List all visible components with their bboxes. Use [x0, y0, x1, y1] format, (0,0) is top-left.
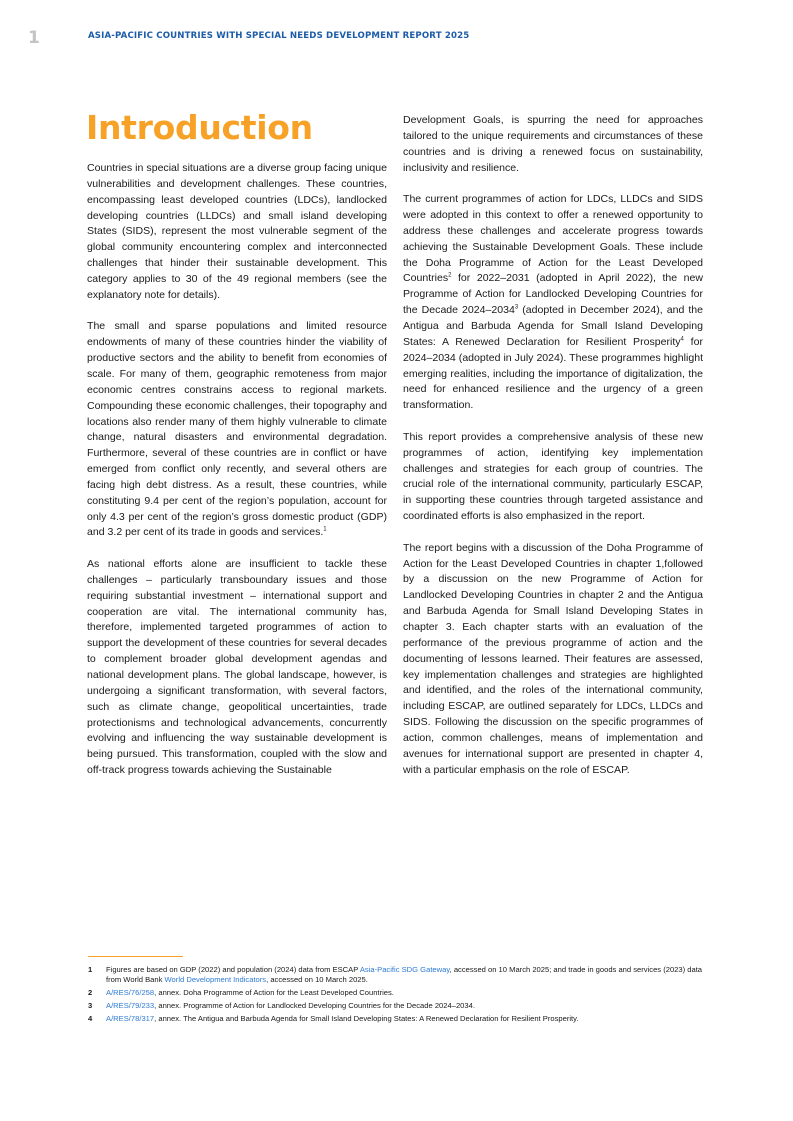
footnote-ref[interactable]: 4 — [680, 336, 684, 343]
link-resolution[interactable]: A/RES/78/317 — [106, 1013, 155, 1023]
footnotes — [88, 965, 708, 1026]
footnote-number: 2 — [88, 988, 93, 997]
footnote-divider — [88, 956, 183, 957]
link-resolution[interactable]: A/RES/76/258 — [106, 988, 155, 997]
footnote-2: 2 A/RES/76/258, annex. Doha Programme of Action for the Least Developed Countries. — [88, 988, 394, 997]
paragraph: Countries in special situations are a diverse group facing unique vulnerabilities and development challenges. These countries, encompassing least developed countries (LDCs), landlocked developing countries (LLDCs) and small island developing States (SIDS), represent the most vulnerable segment of the global community encountering complex and interconnected challenges that hinder their sustainable development. This category applies to 30 of the 49 regional members (see the explanatory note for details). — [87, 162, 387, 301]
paragraph: The small and sparse populations and limited resource endowments of many of these countries hinder the viability of productive sectors and the ability to benefit from economies of scale. For many of them, geographic remoteness from major economic centres constrains access to regional markets. Compounding these economic challenges, their topography and locations also render many of them highly vulnerable to climate change, natural disasters and environmental degradation. Furthermore, several of these countries are in conflict or have emerged from conflict only recently, and several others are facing high debt distress. As a result, these countries, while constituting 9.4 per cent of the region’s population, account for only 4.3 per cent of the region’s gross domestic product (GDP) and 3.2 per cent of its trade in goods and services.$^1$ — [87, 320, 387, 539]
paragraph: Development Goals, is spurring the need for approaches tailored to the unique requirements and circumstances of these countries and is driving a renewed focus on sustainability, inclusivity and resilience. — [403, 114, 703, 174]
footnote-ref[interactable]: 1 — [323, 526, 327, 533]
footnote-number: 4 — [88, 1013, 93, 1023]
footnote-1: 1 Figures are based on GDP (2022) and population (2024) data from ESCAP Asia-Pacific SDG Gateway, accessed on 10 March 2025; and trade in goods and services (2023) data from World Bank World Development Indicators, accessed on 10 March 2025. — [88, 965, 703, 985]
paragraph: The report begins with a discussion of the Doha Programme of Action for the Least Developed Countries in chapter 1,followed by a discussion on the new Programme of Action for Landlocked Developing Countries in chapter 2 and the Antigua and Barbuda Agenda for Small Island Developing States in chapter 3. Each chapter starts with an evaluation of the performance of the previous programme of action and the documenting of lessons learned. Their features are assessed, key implementation challenges and strategies are highlighted and identified, and the roles of the international community, including ESCAP, are outlined separately for LDCs, LLDCs and SIDS. Following the discussion on the specific programmes of action, common challenges, means of implementation and avenues for international support are presented in chapter 4, with a particular emphasis on the role of ESCAP. — [403, 541, 703, 776]
link-resolution[interactable]: A/RES/79/233 — [106, 1000, 155, 1010]
footnote-ref[interactable]: 2 — [448, 272, 452, 279]
link-world-development-indicators[interactable]: World Development Indicators — [164, 975, 267, 985]
footnote-number: 3 — [88, 1000, 93, 1010]
running-header: ASIA-PACIFIC COUNTRIES WITH SPECIAL NEEDS DEVELOPMENT REPORT 2025 — [88, 31, 470, 41]
footnote-4: 4 A/RES/78/317, annex. The Antigua and Barbuda Agenda for Small Island Developing States: A Renewed Declaration for Resilient Prosperity. — [88, 1013, 579, 1023]
left-column — [87, 161, 387, 795]
paragraph: The current programmes of action for LDCs, LLDCs and SIDS were adopted in this context to offer a renewed opportunity to address these challenges and accelerate progress towards achieving the Sustainable Development Goals. These include the Doha Programme of Action for the Least Developed Countries$^2$ for 2022–2031 (adopted in April 2022), the new Programme of Action for Landlocked Developing Countries for the Decade 2024–2034$^3$ (adopted in December 2024), and the Antigua and Barbuda Agenda for Small Island Developing States: A Renewed Declaration for Resilient Prosperity$^4$ for 2024–2034 (adopted in July 2024). These programmes highlight emerging realities, including the importance of digitalization, the need for enhanced resilience and the urgency of a green transformation. — [403, 193, 703, 412]
footnote-3: 3 A/RES/79/233, annex. Programme of Action for Landlocked Developing Countries for the Decade 2024–2034. — [88, 1000, 475, 1010]
right-column — [403, 113, 703, 794]
link-sdg-gateway[interactable]: Asia-Pacific SDG Gateway — [359, 965, 450, 974]
paragraph: This report provides a comprehensive analysis of these new programmes of action, identifying key implementation challenges and strategies for each group of countries. The crucial role of the international community, particularly ESCAP, in supporting these countries through targeted assistance and coordinated efforts is also emphasized in the report. — [403, 430, 703, 523]
footnote-ref[interactable]: 3 — [514, 304, 519, 311]
paragraph: As national efforts alone are insufficient to tackle these challenges – particularly transboundary issues and those requiring substantial investment – international support and cooperation are vital. The international community has, therefore, implemented targeted programmes of action to support the development of these countries for several decades to complement broader global development agendas and national development plans. The global landscape, however, is undergoing a significant transformation, with several factors, such as climate change, geopolitical uncertainties, trade protectionisms and technological advancements, concurrently evolving and influencing the way sustainable development is being pursued. This transformation, coupled with the slow and off-track progress towards achieving the Sustainable — [87, 558, 387, 777]
page-title: Introduction — [86, 108, 313, 147]
page-number: 1 — [28, 28, 40, 48]
footnote-number: 1 — [88, 965, 93, 974]
